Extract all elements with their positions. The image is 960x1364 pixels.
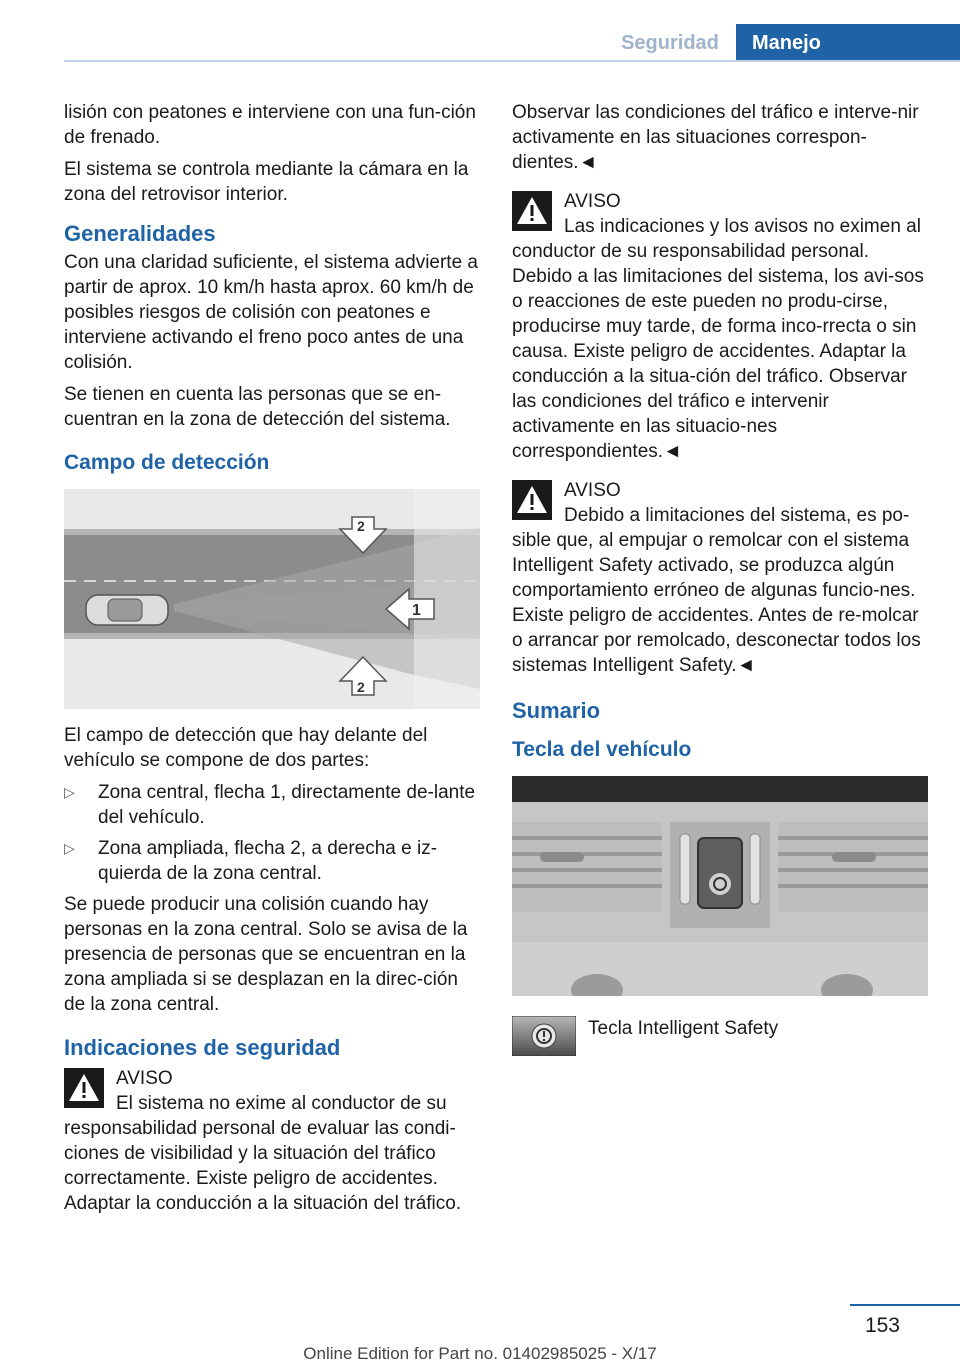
paragraph: Se tienen en cuenta las personas que se en‐cuentran en la zona de detección del sistema. [64, 384, 451, 430]
paragraph: El campo de detección que hay delante del vehículo se compone de dos partes: [64, 725, 428, 771]
header-rule [64, 60, 960, 62]
page-number: 153 [864, 1314, 900, 1337]
intelligent-safety-button [698, 838, 742, 908]
list-item: ▷ Zona central, flecha 1, directamente de‐lante del vehículo. [64, 782, 476, 828]
intelligent-safety-icon [512, 1016, 576, 1056]
paragraph: lisión con peatones e interviene con una fun‐ción de frenado. [64, 102, 476, 148]
detection-field-figure [64, 489, 480, 709]
warning-triangle-icon [64, 1068, 104, 1108]
bullet-marker: ▷ [64, 840, 75, 856]
warning-triangle-icon [512, 191, 552, 231]
air-vent-left [512, 822, 662, 912]
tab-chapter[interactable]: Manejo [736, 24, 960, 62]
svg-text:2: 2 [357, 679, 365, 695]
svg-text:1: 1 [412, 602, 421, 619]
bullet-list [64, 780, 480, 886]
bullet-marker: ▷ [64, 784, 75, 800]
warning-title: AVISO [116, 1068, 173, 1089]
air-vent-right [778, 822, 928, 912]
warning-text: El sistema no exime al conductor de su responsabilidad personal de evaluar las condi‐ciones de visibilidad y la situación del tráfico correctamente. Existe peligro de accidentes. Adaptar la conducción a la situación del tráfico. [64, 1093, 462, 1214]
svg-text:2: 2 [357, 518, 365, 534]
paragraph: Observar las condiciones del tráfico e interve‐nir activamente en las situaciones correspon‐dientes.◄ [512, 102, 919, 173]
paragraph: Con una claridad suficiente, el sistema advierte a partir de aprox. 10 km/h hasta aprox. 60 km/h de posibles riesgos de colisión con peatones e interviene activando el freno poco antes de una colisión. [64, 252, 479, 373]
list-item: ▷ Zona ampliada, flecha 2, a derecha e iz‐quierda de la zona central. [64, 838, 438, 884]
heading-sumario: Sumario [512, 698, 601, 723]
right-column [512, 100, 928, 1056]
button-caption [512, 1016, 928, 1056]
warning-triangle-icon [512, 480, 552, 520]
edition-text: Online Edition for Part no. 01402985025 - X/17 [303, 1344, 657, 1363]
tab-section[interactable]: Seguridad [621, 32, 719, 54]
car-icon [86, 595, 168, 625]
left-column [64, 100, 480, 1216]
warning-text: Las indicaciones y los avisos no eximen al conductor de su responsabilidad personal. Debido a las limitaciones del sistema, los avi‐sos o reacciones de este pueden no produ‐cirse, producirse muy tarde, de forma inco‐rrecta o sin causa. Existe peligro de accidentes. Adaptar la conducción a la situa‐ción del tráfico. Observar las condiciones del tráfico e intervenir activamente en las situacio‐nes correspondientes.◄ [512, 216, 924, 462]
footer-rule [850, 1304, 960, 1306]
page-header [0, 24, 960, 62]
caption-text: Tecla Intelligent Safety [588, 1018, 779, 1039]
heading-campo-deteccion: Campo de detección [64, 451, 270, 474]
heading-generalidades: Generalidades [64, 221, 216, 246]
warning-block [64, 1066, 480, 1216]
warning-title: AVISO [564, 480, 621, 501]
heading-indicaciones-seguridad: Indicaciones de seguridad [64, 1035, 341, 1060]
paragraph: Se puede producir una colisión cuando hay personas en la zona central. Solo se avisa de la presencia de personas que se encuentran en la zona ampliada si se desplazan en la direc‐ción de la zona central. [64, 894, 468, 1015]
warning-text: Debido a limitaciones del sistema, es po‐sible que, al empujar o remolcar con el sistema Intelligent Safety activado, se produzca algún comportamiento erróneo de algunas funcio‐nes. Existe peligro de accidentes. Antes de re‐molcar o arrancar por remolcado, desconectar todos los sistemas Intelligent Safety.◄ [512, 505, 921, 676]
paragraph: El sistema se controla mediante la cámara en la zona del retrovisor interior. [64, 159, 469, 205]
warning-title: AVISO [564, 191, 621, 212]
warning-block [512, 189, 928, 464]
dashboard-button-photo [512, 776, 928, 996]
warning-block [512, 478, 928, 678]
heading-tecla-vehiculo: Tecla del vehículo [512, 738, 692, 761]
